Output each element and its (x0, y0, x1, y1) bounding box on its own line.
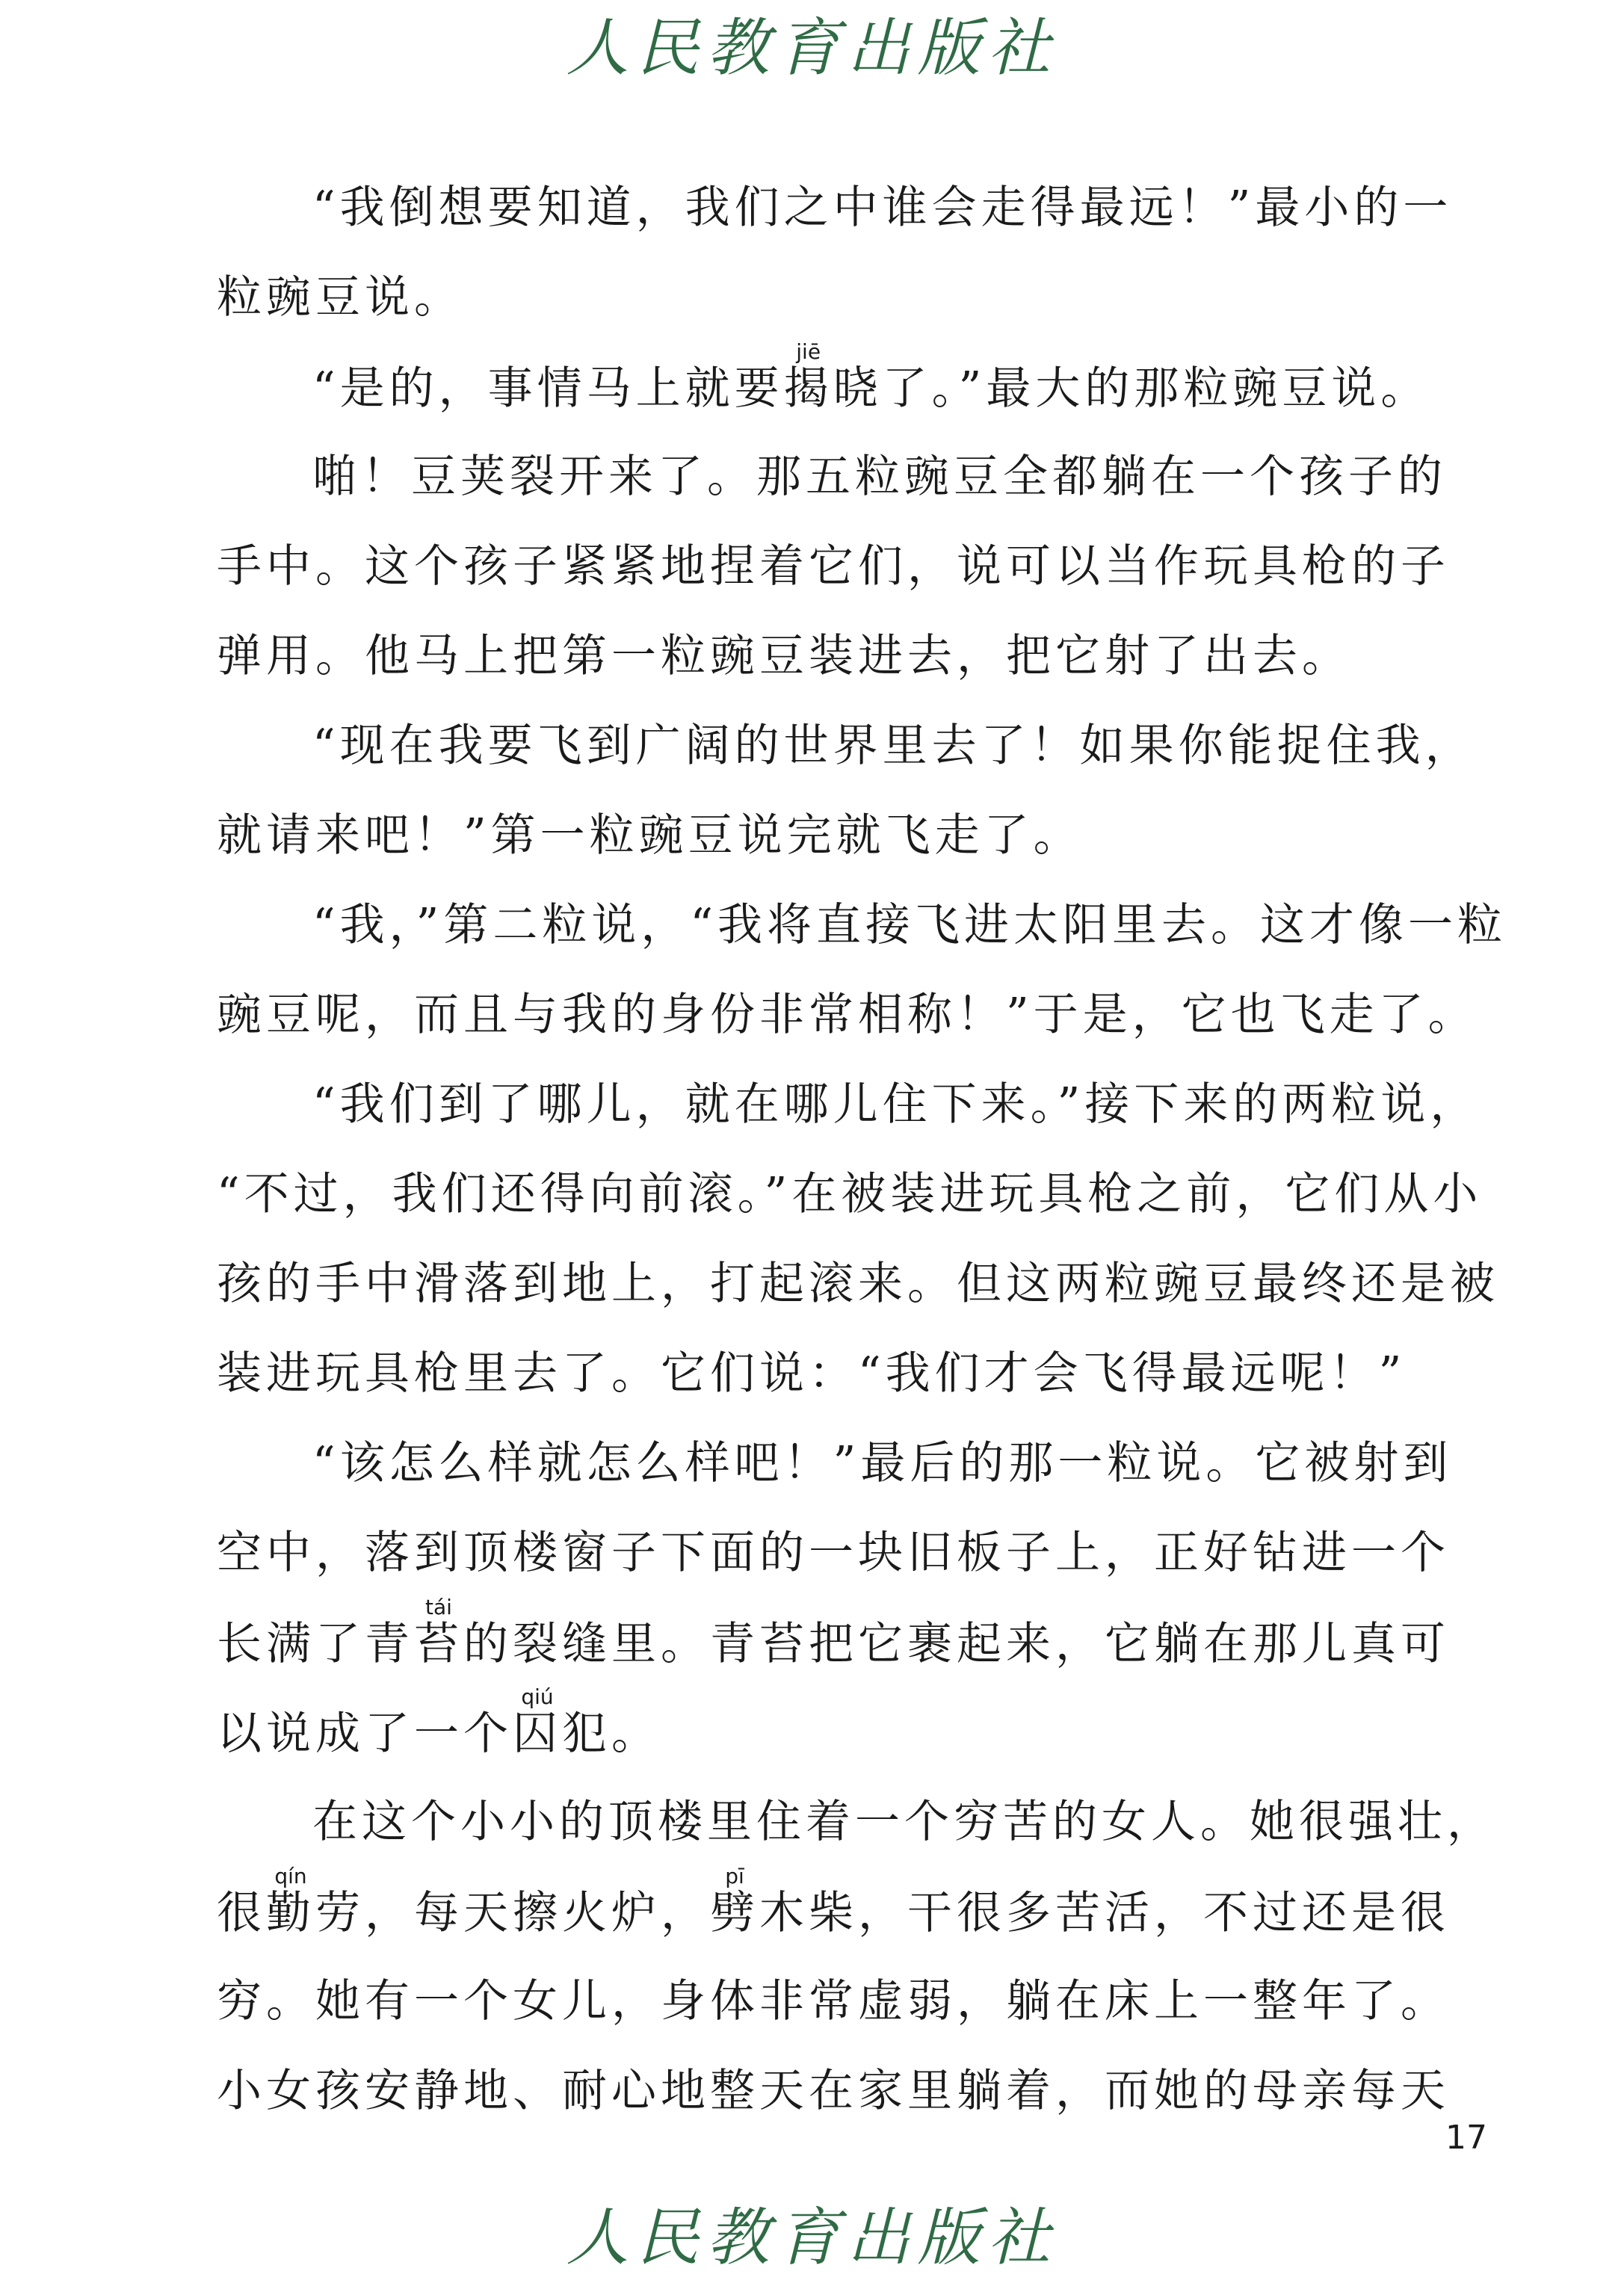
text-line (217, 1149, 1487, 1239)
text-segment: 手中。这个孩子紧紧地捏着它们，说可以当作玩具枪的子 (217, 540, 1450, 593)
text-line (217, 522, 1487, 611)
text-segment: “我们到了哪儿，就在哪儿住下来。”接下来的两粒说， (312, 1078, 1480, 1131)
pinyin-annotation: qín (266, 1864, 315, 1888)
text-segment: 的裂缝里。青苔把它裹起来，它躺在那儿真可 (463, 1618, 1450, 1670)
text-segment: 豌豆呢，而且与我的身份非常相称！”于是，它也飞走了。 (217, 989, 1478, 1041)
text-line (217, 1864, 1487, 1956)
text-segment: 木柴，干很多苦活，不过还是很 (759, 1887, 1450, 1939)
text-segment: “我，”第二粒说，“我将直接飞进太阳里去。这才像一粒 (312, 899, 1507, 951)
text-segment: 弹用。他马上把第一粒豌豆装进去，把它射了出去。 (217, 630, 1351, 682)
pinyin-annotated-char (783, 339, 833, 415)
text-line (312, 880, 1507, 970)
text-segment: 空中，落到顶楼窗子下面的一块旧板子上，正好钻进一个 (217, 1527, 1450, 1579)
page-number: 17 (1445, 2119, 1487, 2157)
text-segment: 很 (217, 1887, 266, 1939)
text-segment: 孩的手中滑落到地上，打起滚来。但这两粒豌豆最终还是被 (217, 1258, 1499, 1310)
publisher-logo-footer: 人民教育出版社 (566, 2201, 1058, 2274)
text-segment: 粒豌豆说。 (217, 271, 463, 324)
text-segment: 小女孩安静地、耐心地整天在家里躺着，而她的母亲每天 (217, 2065, 1450, 2117)
annotated-char: 勤 (266, 1887, 315, 1939)
text-line (217, 1684, 1487, 1777)
text-line (312, 1060, 1493, 1149)
text-line (312, 701, 1493, 791)
pinyin-annotated-char (513, 1684, 562, 1760)
text-segment: “我倒想要知道，我们之中谁会走得最远！”最小的一 (312, 182, 1453, 234)
text-segment: 晓了。”最大的那粒豌豆说。 (833, 362, 1430, 415)
text-segment: 穷。她有一个女儿，身体非常虚弱，躺在床上一整年了。 (217, 1975, 1450, 2027)
text-segment: 装进玩具枪里去了。它们说：“我们才会飞得最远呢！” (217, 1347, 1407, 1400)
text-segment: “该怎么样就怎么样吧！”最后的那一粒说。它被射到 (312, 1437, 1453, 1489)
annotated-char: 劈 (710, 1887, 759, 1939)
pinyin-annotated-char (266, 1864, 315, 1939)
text-segment: 长满了青 (217, 1618, 414, 1670)
text-segment: “现在我要飞到广阔的世界里去了！如果你能捉住我， (312, 720, 1475, 772)
text-line (312, 432, 1493, 522)
text-segment: 劳，每天擦火炉， (315, 1887, 710, 1939)
text-line (217, 791, 1487, 880)
pinyin-annotation: pī (710, 1864, 759, 1888)
text-line (217, 1508, 1487, 1598)
text-line (217, 2046, 1487, 2136)
text-segment: 以说成了一个 (217, 1708, 513, 1760)
text-segment: “是的，事情马上就要 (312, 362, 784, 415)
text-segment: 犯。 (562, 1708, 661, 1760)
pinyin-annotation: qiú (513, 1684, 562, 1709)
text-segment: 啪！豆荚裂开来了。那五粒豌豆全都躺在一个孩子的 (312, 451, 1447, 503)
text-line (312, 1777, 1496, 1867)
text-line (217, 1329, 1487, 1418)
text-line (217, 253, 1487, 342)
text-line (217, 1595, 1487, 1687)
annotated-char: 囚 (513, 1708, 562, 1760)
publisher-logo-header: 人民教育出版社 (566, 11, 1058, 84)
text-line (217, 611, 1487, 701)
text-segment: 就请来吧！”第一粒豌豆说完就飞走了。 (217, 809, 1083, 862)
text-line (312, 339, 1493, 432)
text-line (217, 1239, 1499, 1329)
text-line (217, 1956, 1487, 2046)
text-segment: “不过，我们还得向前滚。”在被装进玩具枪之前，它们从小 (217, 1168, 1483, 1220)
text-line (312, 163, 1493, 253)
pinyin-annotated-char (414, 1595, 463, 1670)
text-line (312, 1418, 1493, 1508)
annotated-char: 揭 (783, 362, 833, 415)
pinyin-annotated-char (710, 1864, 759, 1939)
pinyin-annotation: tái (414, 1595, 463, 1619)
annotated-char: 苔 (414, 1618, 463, 1670)
text-segment: 在这个小小的顶楼里住着一个穷苦的女人。她很强壮， (312, 1796, 1496, 1848)
pinyin-annotation: jiē (783, 339, 833, 364)
text-line (217, 970, 1487, 1060)
